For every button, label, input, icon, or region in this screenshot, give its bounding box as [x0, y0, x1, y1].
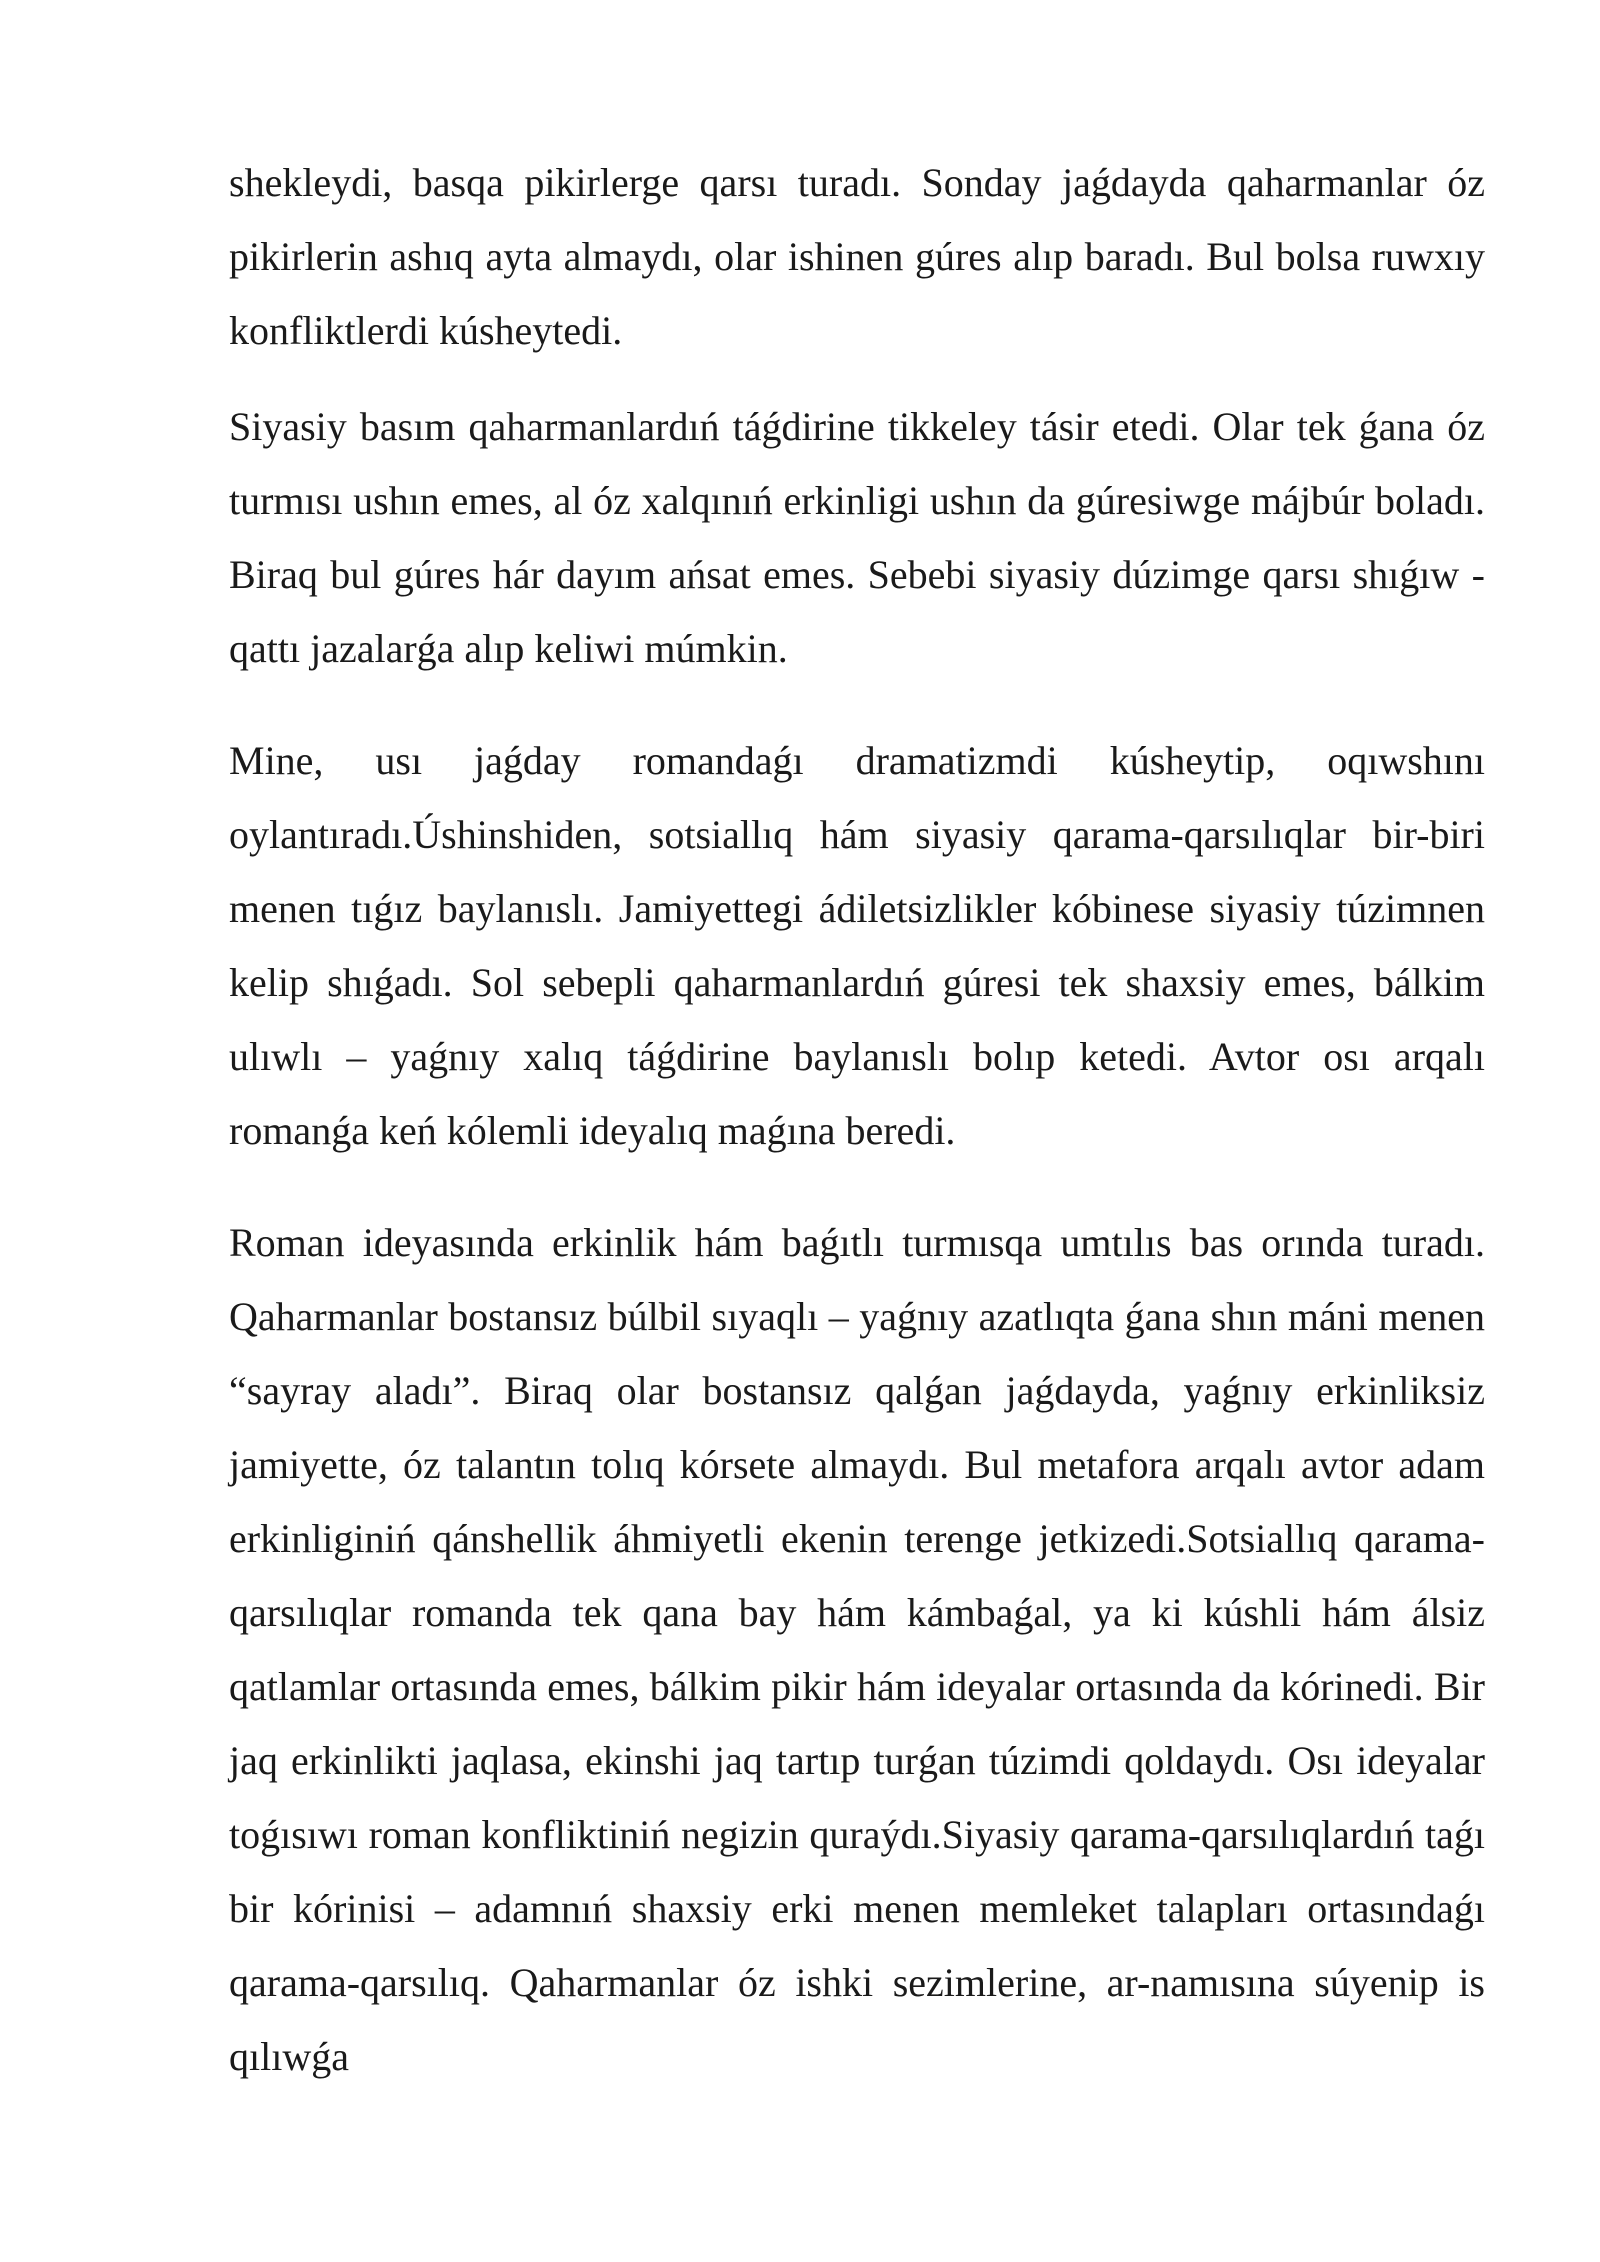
- paragraph-4: Roman ideyasında erkinlik hám baǵıtlı turmısqa umtılıs bas orında turadı. Qaharmanlar bostansız búlbil sıyaqlı – yaǵnıy azatlıqta ǵana shın máni menen “sayray aladı”. Biraq olar bostansız qalǵan jaǵdayda, yaǵnıy erkinliksiz jamiyette, óz talantın tolıq kórsete almaydı. Bul metafora arqalı avtor adam erkinliginiń qánshellik áhmiyetli ekenin terenge jetkizedi.Sotsiallıq qarama-qarsılıqlar romanda tek qana bay hám kámbaǵal, ya ki kúshli hám álsiz qatlamlar ortasında emes, bálkim pikir hám ideyalar ortasında da kórinedi. Bir jaq erkinlikti jaqlasa, ekinshi jaq tartıp turǵan túzimdi qoldaydı. Osı ideyalar toǵısıwı roman konfliktiniń negizin quraýdı.Siyasiy qarama-qarsılıqlardıń taǵı bir kórinisi – adamnıń shaxsiy erki menen memleket talapları ortasındaǵı qarama-qarsılıq. Qaharmanlar óz ishki sezimlerine, ar-namısına súyenip is qılıwǵa: [229, 1220, 1485, 2079]
- paragraph-1: shekleydi, basqa pikirlerge qarsı turadı. Sonday jaǵdayda qaharmanlar óz pikirlerin ashıq ayta almaydı, olar ishinen gúres alıp baradı. Bul bolsa ruwxıy konfliktlerdi kúsheytedi.: [229, 160, 1485, 353]
- paragraph-2: Siyasiy basım qaharmanlardıń táǵdirine tikkeley tásir etedi. Olar tek ǵana óz turmısı ushın emes, al óz xalqınıń erkinligi ushın da gúresiwge májbúr boladı. Biraq bul gúres hár dayım ańsat emes. Sebebi siyasiy dúzimge qarsı shıǵıw - qattı jazalarǵa alıp keliwi múmkin.: [229, 404, 1485, 671]
- paragraph-3: Mine, usı jaǵday romandaǵı dramatizmdi kúsheytip, oqıwshını oylantıradı.Úshinshiden, sotsiallıq hám siyasiy qarama-qarsılıqlar bir-biri menen tıǵız baylanıslı. Jamiyettegi ádiletsizlikler kóbinese siyasiy túzimnen kelip shıǵadı. Sol sebepli qaharmanlardıń gúresi tek shaxsiy emes, bálkim ulıwlı – yaǵnıy xalıq táǵdirine baylanıslı bolıp ketedi. Avtor osı arqalı romanǵa keń kólemli ideyalıq maǵına beredi.: [229, 738, 1485, 1153]
- body-text: [229, 146, 1485, 2094]
